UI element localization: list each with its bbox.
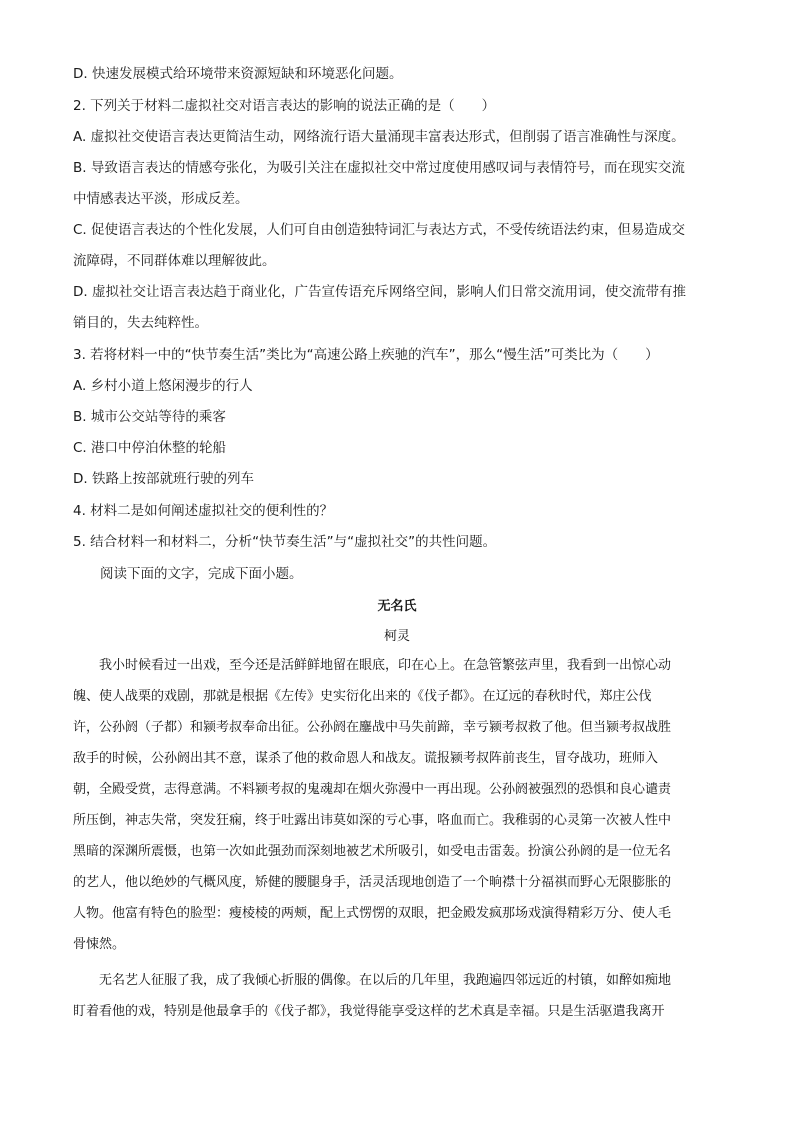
option-text: B. 城市公交站等待的乘客 [73,409,226,425]
option-text: 销目的，失去纯粹性。 [73,315,208,331]
option-text: 中情感表达平淡，形成反差。 [73,191,249,207]
story-paragraph-line: 许，公孙阏（子都）和颍考叔奉命出征。公孙阏在鏖战中马失前蹄，幸亏颍考叔救了他。但当颍考叔战胜 [73,720,672,735]
story-author: 柯灵 [383,629,410,644]
story-paragraph-line: 敌手的时候，公孙阏出其不意，谋杀了他的救命恩人和战友。谎报颍考叔阵前丧生，冒夺战功，班师入 [73,751,659,766]
option-text: C. 港口中停泊休整的轮船 [73,440,227,456]
option-text: D. 快速发展模式给环境带来资源短缺和环境恶化问题。 [73,66,403,82]
story-paragraph-line: 我小时候看过一出戏，至今还是活鲜鲜地留在眼底，印在心上。在急管繁弦声里，我看到一出惊心动 [73,658,672,673]
story-paragraph-line: 朝，全殿受赏，志得意满。不料颍考叔的鬼魂却在烟火弥漫中一再出现。公孙阏被强烈的恐惧和良心谴责 [73,782,672,797]
option-text: D. 铁路上按部就班行驶的列车 [73,471,254,487]
story-title: 无名氏 [377,599,417,614]
story-paragraph-line: 黑暗的深渊所震慑，也第一次如此强劲而深刻地被艺术所吸引，如受电击雷轰。扮演公孙阏的是一位无名 [73,844,672,859]
story-paragraph-line: 无名艺人征服了我，成了我倾心折服的偶像。在以后的几年里，我跑遍四邻远近的村镇，如醉如痴地 [73,973,672,988]
option-text: B. 导致语言表达的情感夸张化，为吸引关注在虚拟社交中常过度使用感叹词与表情符号，而在现实交流 [73,160,685,176]
story-paragraph-line: 所压倒，神志失常，突发狂痫，终于吐露出讳莫如深的亏心事，咯血而亡。我稚弱的心灵第一次被人性中 [73,813,672,828]
option-text: C. 促使语言表达的个性化发展，人们可自由创造独特词汇与表达方式，不受传统语法约束，但易造成交 [73,222,686,238]
question-text: 4. 材料二是如何阐述虚拟社交的便利性的？ [73,503,334,519]
story-paragraph-line: 骨悚然。 [73,937,126,952]
question-text: 5. 结合材料一和材料二，分析“快节奏生活”与“虚拟社交”的共性问题。 [73,534,497,550]
question-text: 2. 下列关于材料二虚拟社交对语言表达的影响的说法正确的是（ ） [73,98,496,114]
option-text: A. 虚拟社交使语言表达更简洁生动，网络流行语大量涌现丰富表达形式，但削弱了语言准确性与深度。 [73,129,685,145]
story-paragraph-line: 人物。他富有特色的脸型：瘦棱棱的两颊，配上式愣愣的双眼，把金殿发疯那场戏演得精彩万分、使人毛 [73,906,672,921]
option-text: 流障碍，不同群体难以理解彼此。 [73,253,276,269]
story-paragraph-line: 魄、使人战栗的戏剧，那就是根据《左传》史实衍化出来的《伐子都》。在辽远的春秋时代，郑庄公伐 [73,689,652,704]
story-paragraph-line: 的艺人，他以绝妙的气概风度，矫健的腰腿身手，活灵活现地创造了一个晌襟十分福祺而野心无限膨胀的 [73,875,672,890]
option-text: D. 虚拟社交让语言表达趋于商业化，广告宣传语充斥网络空间，影响人们日常交流用词，使交流带有推 [73,284,686,300]
option-text: A. 乡村小道上悠闲漫步的行人 [73,378,253,394]
instruction-text: 阅读下面的文字，完成下面小题。 [73,566,303,582]
story-paragraph-line: 盯着看他的戏，特别是他最拿手的《伐子都》，我觉得能享受这样的艺术真是幸福。只是生活驱遣我离开 [73,1004,665,1019]
question-text: 3. 若将材料一中的“快节奏生活”类比为“高速公路上疾驰的汽车”，那么“慢生活”可类比为（ ） [73,347,659,363]
